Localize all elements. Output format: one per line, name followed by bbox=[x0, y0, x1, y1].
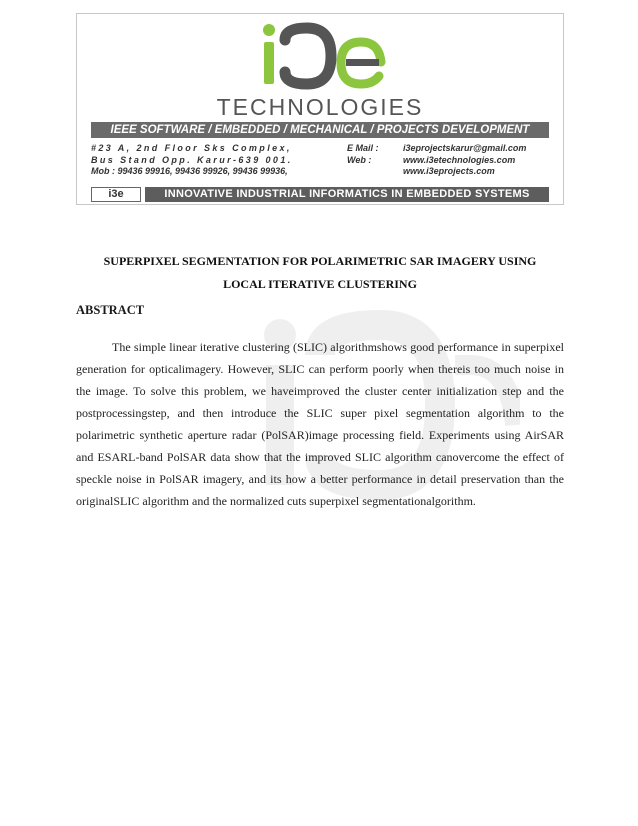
title-line: LOCAL ITERATIVE CLUSTERING bbox=[223, 277, 417, 291]
contact-block bbox=[347, 143, 557, 178]
footer-tagline: INNOVATIVE INDUSTRIAL INFORMATICS IN EMBEDDED SYSTEMS bbox=[145, 187, 549, 202]
email-label: E Mail : bbox=[347, 143, 379, 153]
company-name: TECHNOLOGIES bbox=[216, 94, 424, 120]
abstract-heading: ABSTRACT bbox=[76, 303, 145, 317]
address-block bbox=[91, 143, 341, 178]
phone-line: Mob : 99436 99916, 99436 99926, 99436 99936, bbox=[91, 166, 288, 176]
web-label: Web : bbox=[347, 154, 372, 165]
address-line: Bus Stand Opp. Karur-639 001. bbox=[91, 154, 293, 165]
company-logo bbox=[77, 20, 563, 96]
abstract-body: The simple linear iterative clustering (SLIC) algorithmshows good performance in superpixel generation for opticalimagery. However, SLIC can perform poorly when thereis too much noise in the image. To solve this problem, we haveimproved the cluster center initialization step and the postprocessingstep, and then introduce the SLIC super pixel segmentation algorithm to the polarimetric synthetic aperture radar (PolSAR)image processing field. Experiments using AirSAR and ESARL-band PolSAR data show that the improved SLIC algorithm canovercome the effect of speckle noise in PolSAR imagery, and its how a better performance in detail preservation than the originalSLIC algorithm and the normalized cuts superpixel segmentationalgorithm. bbox=[76, 340, 564, 508]
footer-logo-icon: i3e bbox=[91, 187, 141, 202]
paper-title bbox=[60, 250, 580, 296]
address-line: #23 A, 2nd Floor Sks Complex, bbox=[91, 143, 292, 153]
web-value: www.i3etechnologies.com bbox=[403, 154, 516, 165]
email-value: i3eprojectskarur@gmail.com bbox=[403, 143, 527, 153]
i3e-logo-icon bbox=[245, 20, 395, 96]
web-value-secondary: www.i3eprojects.com bbox=[403, 166, 495, 176]
title-line: SUPERPIXEL SEGMENTATION FOR POLARIMETRIC SAR IMAGERY USING bbox=[103, 254, 537, 268]
letterhead bbox=[76, 13, 564, 205]
letterhead-footer bbox=[91, 187, 549, 202]
services-banner: IEEE SOFTWARE / EMBEDDED / MECHANICAL / PROJECTS DEVELOPMENT bbox=[91, 122, 549, 138]
